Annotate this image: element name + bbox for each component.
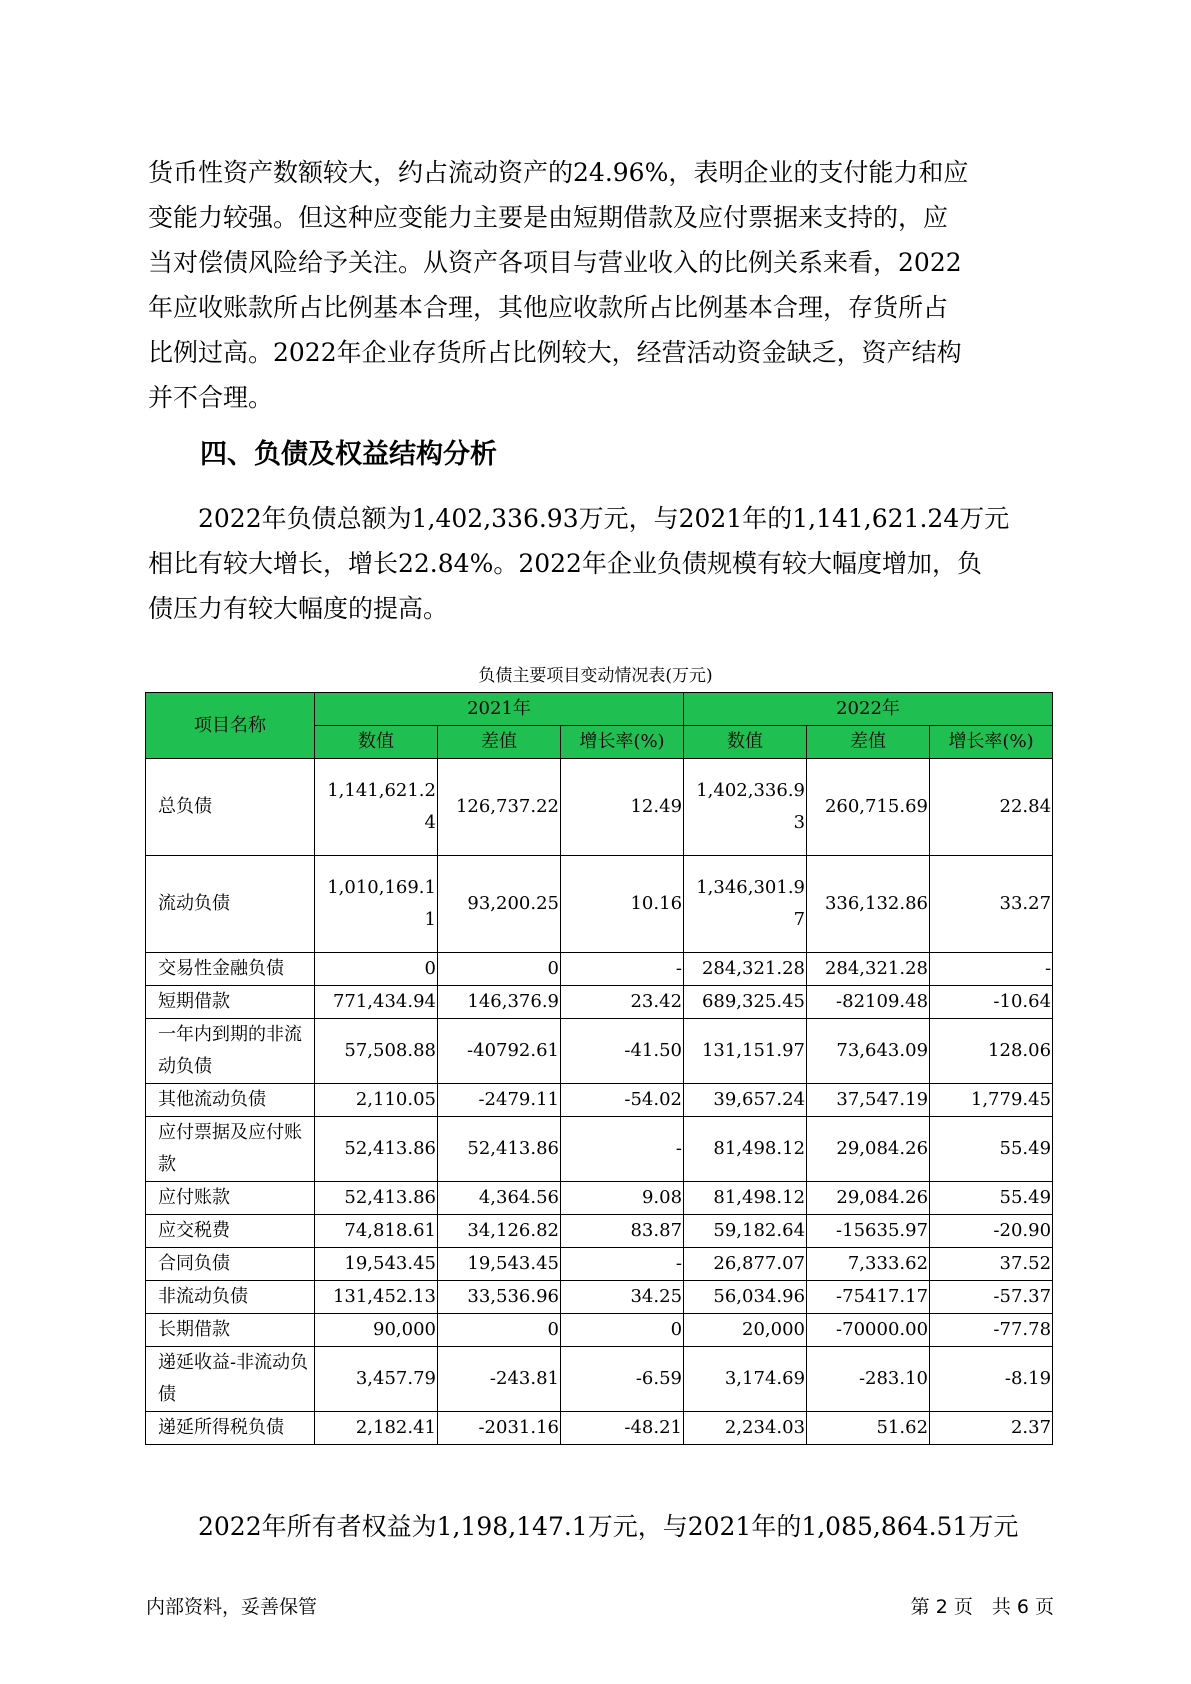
- diff-2021: 126,737.22: [438, 759, 561, 856]
- header-rate: 增长率(%): [561, 726, 684, 759]
- footer-confidential-note: 内部资料，妥善保管: [146, 1596, 318, 1618]
- row-name: 交易性金融负债: [146, 953, 315, 986]
- table-row: [146, 1182, 1053, 1215]
- text-line: 债压力有较大幅度的提高。: [148, 594, 449, 623]
- row-name: 递延所得税负债: [146, 1412, 315, 1445]
- row-name: 应付票据及应付账款: [146, 1117, 315, 1182]
- diff-2022: -283.10: [807, 1347, 930, 1412]
- value-2021: 131,452.13: [315, 1281, 438, 1314]
- diff-2021: -2031.16: [438, 1412, 561, 1445]
- header-year-2021: 2021年: [315, 693, 684, 726]
- diff-2022: -15635.97: [807, 1215, 930, 1248]
- value-2021: 19,543.45: [315, 1248, 438, 1281]
- table-caption: 负债主要项目变动情况表(万元): [478, 666, 713, 686]
- value-2022: 1,346,301.97: [684, 856, 807, 953]
- rate-2021: -48.21: [561, 1412, 684, 1445]
- value-2021: 2,110.05: [315, 1084, 438, 1117]
- diff-2021: 19,543.45: [438, 1248, 561, 1281]
- diff-2022: 284,321.28: [807, 953, 930, 986]
- rate-2021: 0: [561, 1314, 684, 1347]
- diff-2021: 4,364.56: [438, 1182, 561, 1215]
- value-2021: 74,818.61: [315, 1215, 438, 1248]
- diff-2021: 0: [438, 953, 561, 986]
- value-2022: 20,000: [684, 1314, 807, 1347]
- rate-2022: -: [930, 953, 1053, 986]
- diff-2021: 52,413.86: [438, 1117, 561, 1182]
- text-line: 2022年所有者权益为1,198,147.1万元，与2021年的1,085,864.51万元: [148, 1512, 1019, 1541]
- rate-2021: -: [561, 1117, 684, 1182]
- row-name: 一年内到期的非流动负债: [146, 1019, 315, 1084]
- header-value: 数值: [315, 726, 438, 759]
- value-2021: 3,457.79: [315, 1347, 438, 1412]
- diff-2021: 33,536.96: [438, 1281, 561, 1314]
- table-row: [146, 759, 1053, 856]
- section-heading: 四、负债及权益结构分析: [200, 439, 497, 470]
- value-2021: 90,000: [315, 1314, 438, 1347]
- paragraph-asset-analysis: [148, 150, 1048, 420]
- table-row: [146, 1019, 1053, 1084]
- rate-2021: -41.50: [561, 1019, 684, 1084]
- value-2021: 57,508.88: [315, 1019, 438, 1084]
- diff-2022: 51.62: [807, 1412, 930, 1445]
- table-row: [146, 1117, 1053, 1182]
- rate-2021: 12.49: [561, 759, 684, 856]
- row-name: 短期借款: [146, 986, 315, 1019]
- text-line: 并不合理。: [148, 383, 274, 412]
- rate-2021: -6.59: [561, 1347, 684, 1412]
- diff-2022: 260,715.69: [807, 759, 930, 856]
- value-2021: 52,413.86: [315, 1117, 438, 1182]
- diff-2021: 146,376.9: [438, 986, 561, 1019]
- value-2021: 2,182.41: [315, 1412, 438, 1445]
- rate-2021: -54.02: [561, 1084, 684, 1117]
- value-2021: 1,141,621.24: [315, 759, 438, 856]
- diff-2022: 7,333.62: [807, 1248, 930, 1281]
- row-name: 其他流动负债: [146, 1084, 315, 1117]
- row-name: 非流动负债: [146, 1281, 315, 1314]
- value-2021: 0: [315, 953, 438, 986]
- value-2021: 771,434.94: [315, 986, 438, 1019]
- row-name: 应交税费: [146, 1215, 315, 1248]
- rate-2022: -20.90: [930, 1215, 1053, 1248]
- table-row: [146, 1084, 1053, 1117]
- header-year-2022: 2022年: [684, 693, 1053, 726]
- rate-2021: 10.16: [561, 856, 684, 953]
- table-row: [146, 953, 1053, 986]
- value-2022: 56,034.96: [684, 1281, 807, 1314]
- value-2021: 52,413.86: [315, 1182, 438, 1215]
- table-row: [146, 1412, 1053, 1445]
- value-2022: 26,877.07: [684, 1248, 807, 1281]
- rate-2022: 37.52: [930, 1248, 1053, 1281]
- row-name: 总负债: [146, 759, 315, 856]
- rate-2021: 34.25: [561, 1281, 684, 1314]
- row-name: 流动负债: [146, 856, 315, 953]
- diff-2022: -82109.48: [807, 986, 930, 1019]
- diff-2022: 37,547.19: [807, 1084, 930, 1117]
- diff-2022: 73,643.09: [807, 1019, 930, 1084]
- table-row: [146, 1314, 1053, 1347]
- diff-2021: -2479.11: [438, 1084, 561, 1117]
- table-row: [146, 1347, 1053, 1412]
- value-2022: 1,402,336.93: [684, 759, 807, 856]
- liability-table: [145, 692, 1053, 1445]
- diff-2021: 93,200.25: [438, 856, 561, 953]
- rate-2022: 33.27: [930, 856, 1053, 953]
- header-value: 数值: [684, 726, 807, 759]
- rate-2022: 2.37: [930, 1412, 1053, 1445]
- value-2022: 3,174.69: [684, 1347, 807, 1412]
- rate-2022: 55.49: [930, 1117, 1053, 1182]
- diff-2022: 29,084.26: [807, 1182, 930, 1215]
- text-line: 比例过高。2022年企业存货所占比例较大，经营活动资金缺乏，资产结构: [148, 338, 962, 367]
- row-name: 长期借款: [146, 1314, 315, 1347]
- text-line: 当对偿债风险给予关注。从资产各项目与营业收入的比例关系来看，2022: [148, 248, 962, 277]
- text-line: 变能力较强。但这种应变能力主要是由短期借款及应付票据来支持的，应: [148, 203, 949, 232]
- text-line: 货币性资产数额较大，约占流动资产的24.96%，表明企业的支付能力和应: [148, 158, 969, 187]
- rate-2022: -8.19: [930, 1347, 1053, 1412]
- diff-2021: 0: [438, 1314, 561, 1347]
- value-2022: 2,234.03: [684, 1412, 807, 1445]
- rate-2021: -: [561, 1248, 684, 1281]
- rate-2021: 23.42: [561, 986, 684, 1019]
- rate-2022: -77.78: [930, 1314, 1053, 1347]
- rate-2022: 22.84: [930, 759, 1053, 856]
- value-2022: 689,325.45: [684, 986, 807, 1019]
- rate-2022: 55.49: [930, 1182, 1053, 1215]
- rate-2022: 128.06: [930, 1019, 1053, 1084]
- diff-2022: -70000.00: [807, 1314, 930, 1347]
- diff-2021: 34,126.82: [438, 1215, 561, 1248]
- table-row: [146, 1281, 1053, 1314]
- diff-2022: 29,084.26: [807, 1117, 930, 1182]
- value-2022: 39,657.24: [684, 1084, 807, 1117]
- value-2022: 131,151.97: [684, 1019, 807, 1084]
- value-2021: 1,010,169.11: [315, 856, 438, 953]
- value-2022: 81,498.12: [684, 1117, 807, 1182]
- table-row: [146, 1215, 1053, 1248]
- paragraph-liability-summary: [148, 496, 1048, 631]
- text-line: 年应收账款所占比例基本合理，其他应收款所占比例基本合理，存货所占: [148, 293, 949, 322]
- header-diff: 差值: [438, 726, 561, 759]
- rate-2022: -10.64: [930, 986, 1053, 1019]
- header-rate: 增长率(%): [930, 726, 1053, 759]
- rate-2022: -57.37: [930, 1281, 1053, 1314]
- text-line: 相比有较大增长，增长22.84%。2022年企业负债规模有较大幅度增加，负: [148, 549, 982, 578]
- row-name: 递延收益-非流动负债: [146, 1347, 315, 1412]
- table-row: [146, 1248, 1053, 1281]
- row-name: 合同负债: [146, 1248, 315, 1281]
- diff-2022: -75417.17: [807, 1281, 930, 1314]
- rate-2021: 9.08: [561, 1182, 684, 1215]
- header-item-name: 项目名称: [146, 693, 315, 759]
- table-row: [146, 986, 1053, 1019]
- diff-2022: 336,132.86: [807, 856, 930, 953]
- rate-2021: -: [561, 953, 684, 986]
- value-2022: 81,498.12: [684, 1182, 807, 1215]
- footer-page-number: 第 2 页 共 6 页: [910, 1596, 1054, 1618]
- diff-2021: -40792.61: [438, 1019, 561, 1084]
- header-diff: 差值: [807, 726, 930, 759]
- rate-2021: 83.87: [561, 1215, 684, 1248]
- value-2022: 284,321.28: [684, 953, 807, 986]
- value-2022: 59,182.64: [684, 1215, 807, 1248]
- rate-2022: 1,779.45: [930, 1084, 1053, 1117]
- diff-2021: -243.81: [438, 1347, 561, 1412]
- row-name: 应付账款: [146, 1182, 315, 1215]
- paragraph-equity: [148, 1504, 1048, 1549]
- text-line: 2022年负债总额为1,402,336.93万元，与2021年的1,141,621.24万元: [148, 504, 1010, 533]
- table-row: [146, 856, 1053, 953]
